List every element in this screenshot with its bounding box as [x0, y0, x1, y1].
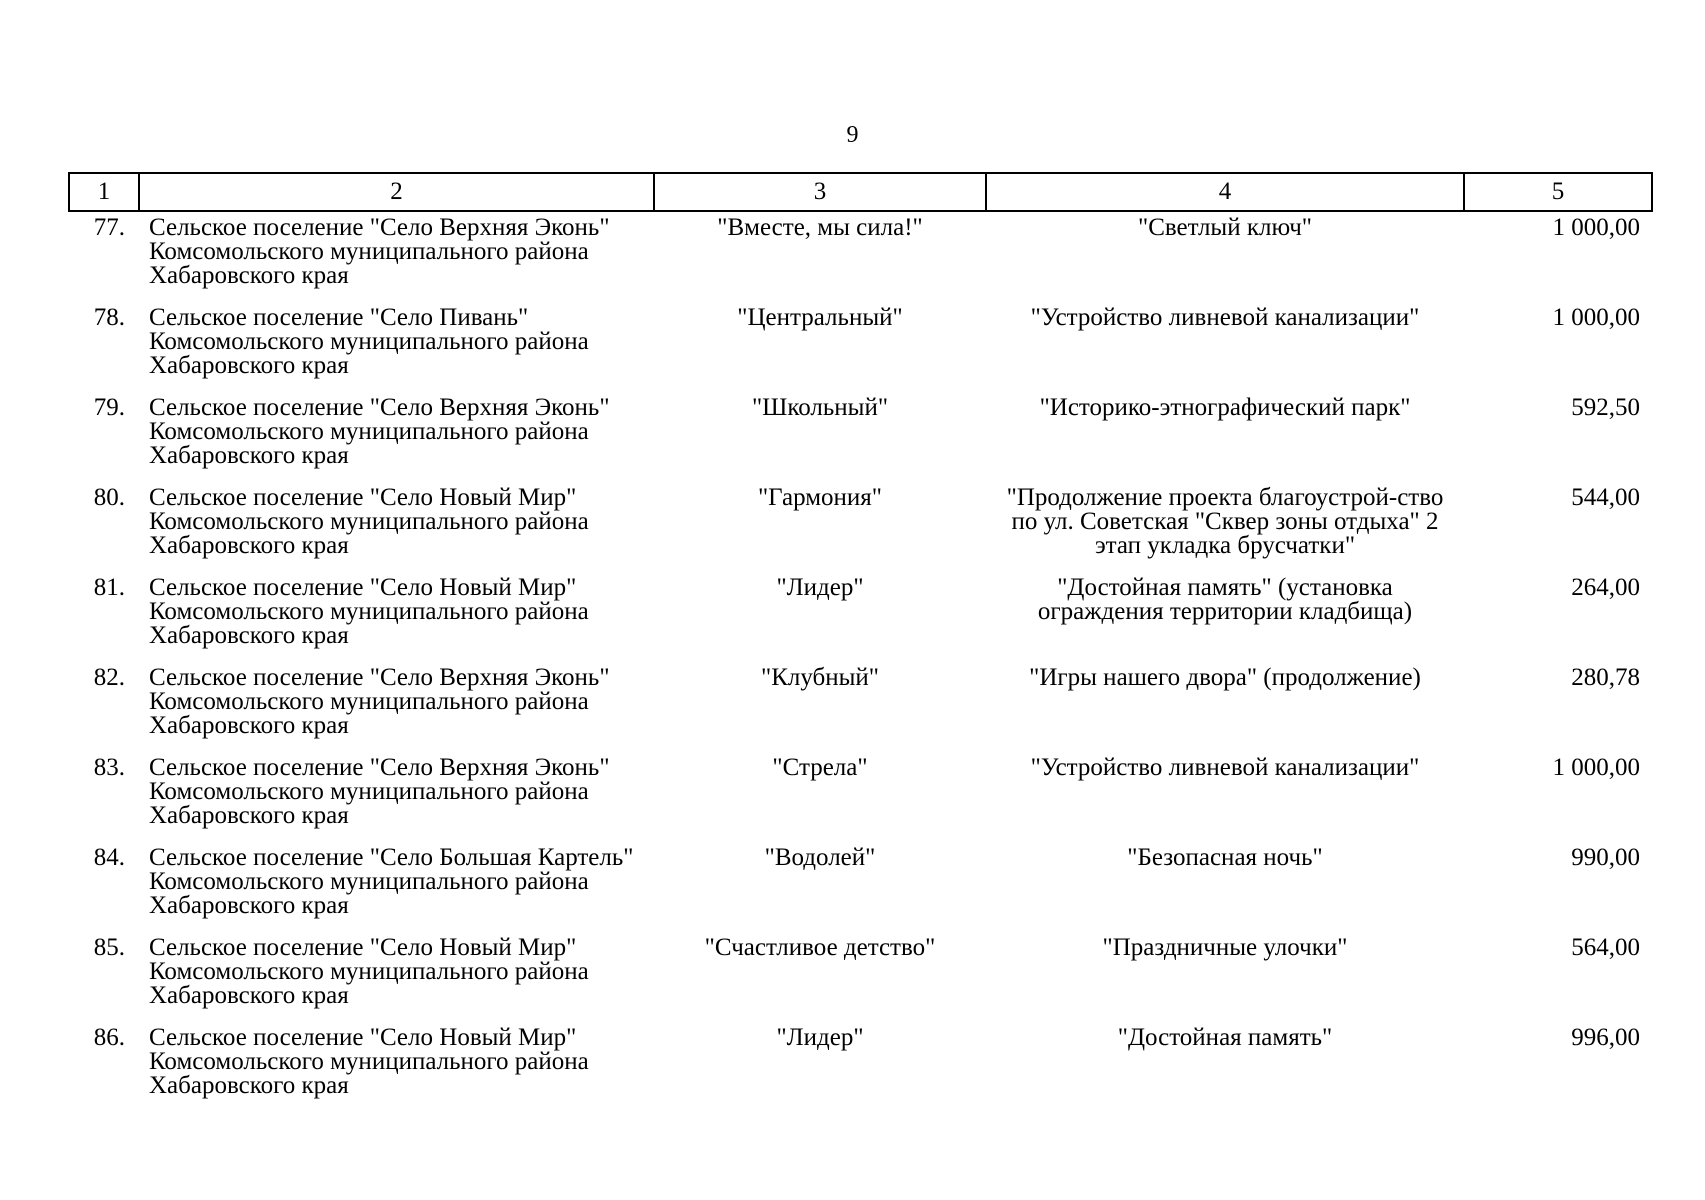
page-number: 9 — [846, 122, 859, 148]
amount-value: 996,00 — [1571, 1024, 1640, 1051]
tos-name: "Центральный" — [737, 304, 903, 331]
tos-name: "Вместе, мы сила!" — [717, 214, 923, 241]
settlement-name: Сельское поселение "Село Верхняя Эконь" Комсомольского муниципального района Хабаровского края — [149, 664, 610, 739]
row-number: 85. — [93, 934, 125, 961]
row-number: 83. — [93, 754, 125, 781]
project-name: "Достойная память" — [1117, 1024, 1333, 1051]
tos-name: "Гармония" — [757, 484, 883, 511]
table-row — [69, 841, 1652, 931]
settlements-table — [68, 172, 1653, 1111]
table-header — [69, 173, 1652, 211]
tos-name: "Школьный" — [751, 394, 889, 421]
tos-name: "Лидер" — [776, 574, 864, 601]
project-name: "Устройство ливневой канализации" — [1030, 304, 1420, 331]
column-header-3: 3 — [654, 173, 986, 211]
settlement-name: Сельское поселение "Село Новый Мир" Комсомольского муниципального района Хабаровского края — [149, 1024, 589, 1099]
amount-value: 990,00 — [1571, 844, 1640, 871]
table-row — [69, 931, 1652, 1021]
amount-value: 264,00 — [1571, 574, 1640, 601]
settlement-name: Сельское поселение "Село Большая Картель" Комсомольского муниципального района Хабаровского края — [149, 844, 634, 919]
project-name: "Игры нашего двора" (продолжение) — [1029, 664, 1421, 691]
row-number: 81. — [93, 574, 125, 601]
amount-value: 1 000,00 — [1552, 754, 1640, 781]
settlement-name: Сельское поселение "Село Новый Мир" Комсомольского муниципального района Хабаровского края — [149, 934, 589, 1009]
amount-value: 592,50 — [1571, 394, 1640, 421]
column-header-1: 1 — [69, 173, 139, 211]
tos-name: "Стрела" — [772, 754, 868, 781]
project-name: "Светлый ключ" — [1138, 214, 1312, 241]
project-name: "Историко-этнографический парк" — [1039, 394, 1411, 421]
amount-value: 564,00 — [1571, 934, 1640, 961]
row-number: 82. — [93, 664, 125, 691]
settlement-name: Сельское поселение "Село Пивань" Комсомольского муниципального района Хабаровского края — [149, 304, 589, 379]
row-number: 79. — [93, 394, 125, 421]
settlement-name: Сельское поселение "Село Верхняя Эконь" Комсомольского муниципального района Хабаровского края — [149, 214, 610, 289]
settlement-name: Сельское поселение "Село Верхняя Эконь" Комсомольского муниципального района Хабаровского края — [149, 394, 610, 469]
tos-name: "Водолей" — [764, 844, 876, 871]
amount-value: 280,78 — [1571, 664, 1640, 691]
project-name: "Достойная память" (установка ограждения территории кладбища) — [1037, 574, 1413, 625]
table-row — [69, 211, 1652, 301]
row-number: 80. — [93, 484, 125, 511]
project-name: "Продолжение проекта благоустрой-ство по ул. Советская "Сквер зоны отдыха" 2 этап укладка брусчатки" — [1006, 484, 1444, 559]
column-header-2: 2 — [139, 173, 654, 211]
settlement-name: Сельское поселение "Село Новый Мир" Комсомольского муниципального района Хабаровского края — [149, 574, 589, 649]
tos-name: "Лидер" — [776, 1024, 864, 1051]
project-name: "Безопасная ночь" — [1127, 844, 1323, 871]
row-number: 84. — [93, 844, 125, 871]
table-row — [69, 1021, 1652, 1111]
amount-value: 1 000,00 — [1552, 304, 1640, 331]
header-row — [69, 173, 1652, 211]
project-name: "Устройство ливневой канализации" — [1030, 754, 1420, 781]
amount-value: 544,00 — [1571, 484, 1640, 511]
row-number: 77. — [93, 214, 125, 241]
table-row — [69, 391, 1652, 481]
table-body — [69, 211, 1652, 1111]
settlement-name: Сельское поселение "Село Верхняя Эконь" Комсомольского муниципального района Хабаровского края — [149, 754, 610, 829]
row-number: 86. — [93, 1024, 125, 1051]
table-row — [69, 751, 1652, 841]
table-row — [69, 301, 1652, 391]
table-row — [69, 481, 1652, 571]
amount-value: 1 000,00 — [1552, 214, 1640, 241]
settlement-name: Сельское поселение "Село Новый Мир" Комсомольского муниципального района Хабаровского края — [149, 484, 589, 559]
table-row — [69, 661, 1652, 751]
column-header-4: 4 — [986, 173, 1464, 211]
table-row — [69, 571, 1652, 661]
column-header-5: 5 — [1464, 173, 1652, 211]
row-number: 78. — [93, 304, 125, 331]
tos-name: "Счастливое детство" — [704, 934, 936, 961]
tos-name: "Клубный" — [760, 664, 879, 691]
project-name: "Праздничные улочки" — [1102, 934, 1348, 961]
